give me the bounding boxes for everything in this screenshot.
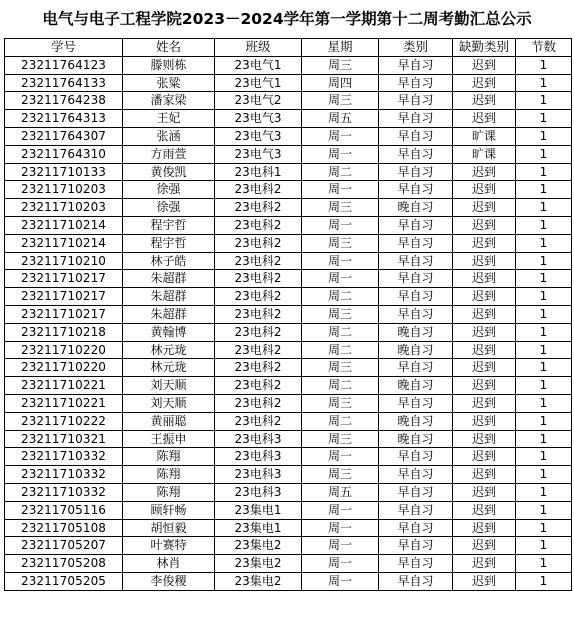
cell-class: 23电气3 (215, 145, 302, 163)
table-row (5, 430, 572, 448)
table-row (5, 466, 572, 484)
cell-periods: 1 (516, 163, 572, 181)
cell-name: 黄俊凯 (123, 163, 215, 181)
cell-student-id: 23211710321 (5, 430, 123, 448)
header-student-id: 学号 (5, 39, 123, 57)
table-row (5, 305, 572, 323)
cell-student-id: 23211764307 (5, 127, 123, 145)
cell-student-id: 23211764313 (5, 110, 123, 128)
cell-periods: 1 (516, 74, 572, 92)
cell-class: 23电科2 (215, 323, 302, 341)
table-row (5, 92, 572, 110)
cell-periods: 1 (516, 519, 572, 537)
cell-name: 徐强 (123, 199, 215, 217)
header-name: 姓名 (123, 39, 215, 57)
cell-class: 23电科2 (215, 288, 302, 306)
cell-periods: 1 (516, 145, 572, 163)
cell-periods: 1 (516, 199, 572, 217)
cell-weekday: 周三 (302, 234, 379, 252)
cell-session: 晚自习 (379, 199, 453, 217)
cell-periods: 1 (516, 555, 572, 573)
cell-weekday: 周三 (302, 466, 379, 484)
attendance-table (4, 38, 572, 591)
cell-weekday: 周一 (302, 270, 379, 288)
cell-class: 23电科2 (215, 181, 302, 199)
cell-weekday: 周一 (302, 448, 379, 466)
table-row (5, 252, 572, 270)
cell-weekday: 周二 (302, 323, 379, 341)
cell-session: 早自习 (379, 92, 453, 110)
cell-name: 林子皓 (123, 252, 215, 270)
cell-absence-type: 迟到 (453, 252, 516, 270)
table-row (5, 572, 572, 590)
cell-student-id: 23211710220 (5, 341, 123, 359)
table-row (5, 501, 572, 519)
cell-absence-type: 迟到 (453, 430, 516, 448)
table-row (5, 519, 572, 537)
cell-weekday: 周一 (302, 252, 379, 270)
cell-class: 23电科2 (215, 394, 302, 412)
cell-absence-type: 迟到 (453, 572, 516, 590)
cell-session: 早自习 (379, 270, 453, 288)
table-row (5, 412, 572, 430)
cell-student-id: 23211705207 (5, 537, 123, 555)
cell-periods: 1 (516, 270, 572, 288)
cell-class: 23电科3 (215, 430, 302, 448)
cell-name: 王妃 (123, 110, 215, 128)
cell-periods: 1 (516, 448, 572, 466)
cell-weekday: 周三 (302, 394, 379, 412)
table-row (5, 341, 572, 359)
cell-weekday: 周一 (302, 537, 379, 555)
cell-absence-type: 迟到 (453, 448, 516, 466)
cell-name: 潘家梁 (123, 92, 215, 110)
cell-weekday: 周三 (302, 305, 379, 323)
cell-periods: 1 (516, 323, 572, 341)
table-row (5, 377, 572, 395)
cell-student-id: 23211710214 (5, 216, 123, 234)
cell-class: 23电气2 (215, 92, 302, 110)
cell-session: 早自习 (379, 537, 453, 555)
table-row (5, 216, 572, 234)
table-row (5, 288, 572, 306)
cell-student-id: 23211764123 (5, 56, 123, 74)
cell-name: 林元珑 (123, 341, 215, 359)
cell-name: 滕则栋 (123, 56, 215, 74)
cell-weekday: 周一 (302, 216, 379, 234)
cell-student-id: 23211710203 (5, 199, 123, 217)
cell-absence-type: 迟到 (453, 163, 516, 181)
cell-class: 23集电1 (215, 501, 302, 519)
cell-periods: 1 (516, 92, 572, 110)
cell-name: 程宇哲 (123, 216, 215, 234)
cell-weekday: 周三 (302, 92, 379, 110)
cell-name: 陈翔 (123, 466, 215, 484)
cell-absence-type: 迟到 (453, 288, 516, 306)
cell-periods: 1 (516, 572, 572, 590)
cell-name: 陈翔 (123, 483, 215, 501)
cell-class: 23电科3 (215, 448, 302, 466)
cell-class: 23电科2 (215, 234, 302, 252)
cell-weekday: 周一 (302, 555, 379, 573)
cell-periods: 1 (516, 394, 572, 412)
cell-name: 王振申 (123, 430, 215, 448)
header-session: 类别 (379, 39, 453, 57)
cell-weekday: 周五 (302, 110, 379, 128)
cell-session: 早自习 (379, 501, 453, 519)
cell-periods: 1 (516, 110, 572, 128)
cell-periods: 1 (516, 216, 572, 234)
cell-session: 早自习 (379, 448, 453, 466)
table-row (5, 394, 572, 412)
cell-name: 朱超群 (123, 305, 215, 323)
table-row (5, 145, 572, 163)
cell-absence-type: 迟到 (453, 216, 516, 234)
cell-student-id: 23211705205 (5, 572, 123, 590)
cell-weekday: 周三 (302, 430, 379, 448)
cell-session: 早自习 (379, 572, 453, 590)
cell-periods: 1 (516, 288, 572, 306)
cell-student-id: 23211705108 (5, 519, 123, 537)
header-row (5, 39, 572, 57)
cell-periods: 1 (516, 305, 572, 323)
cell-periods: 1 (516, 430, 572, 448)
cell-absence-type: 迟到 (453, 56, 516, 74)
cell-student-id: 23211705116 (5, 501, 123, 519)
cell-student-id: 23211710332 (5, 466, 123, 484)
cell-absence-type: 迟到 (453, 501, 516, 519)
cell-class: 23集电1 (215, 519, 302, 537)
table-row (5, 270, 572, 288)
cell-name: 徐强 (123, 181, 215, 199)
page-title: 电气与电子工程学院2023－2024学年第一学期第十二周考勤汇总公示 (42, 10, 532, 28)
cell-periods: 1 (516, 234, 572, 252)
cell-session: 早自习 (379, 234, 453, 252)
cell-periods: 1 (516, 341, 572, 359)
cell-session: 晚自习 (379, 377, 453, 395)
cell-name: 朱超群 (123, 288, 215, 306)
table-row (5, 181, 572, 199)
cell-class: 23集电2 (215, 537, 302, 555)
cell-absence-type: 迟到 (453, 110, 516, 128)
cell-periods: 1 (516, 377, 572, 395)
cell-session: 早自习 (379, 359, 453, 377)
cell-weekday: 周二 (302, 341, 379, 359)
cell-student-id: 23211710217 (5, 288, 123, 306)
cell-name: 刘天顺 (123, 377, 215, 395)
cell-periods: 1 (516, 181, 572, 199)
cell-name: 张涵 (123, 127, 215, 145)
cell-session: 晚自习 (379, 412, 453, 430)
cell-periods: 1 (516, 537, 572, 555)
cell-periods: 1 (516, 252, 572, 270)
cell-weekday: 周一 (302, 145, 379, 163)
table-row (5, 234, 572, 252)
cell-session: 早自习 (379, 519, 453, 537)
cell-class: 23电科2 (215, 252, 302, 270)
table-row (5, 555, 572, 573)
table-row (5, 74, 572, 92)
cell-weekday: 周一 (302, 572, 379, 590)
cell-class: 23电科3 (215, 466, 302, 484)
header-class: 班级 (215, 39, 302, 57)
cell-periods: 1 (516, 56, 572, 74)
cell-weekday: 周一 (302, 519, 379, 537)
cell-student-id: 23211710220 (5, 359, 123, 377)
cell-absence-type: 旷课 (453, 145, 516, 163)
cell-session: 早自习 (379, 145, 453, 163)
cell-absence-type: 迟到 (453, 181, 516, 199)
cell-absence-type: 迟到 (453, 412, 516, 430)
cell-student-id: 23211764133 (5, 74, 123, 92)
cell-name: 林肖 (123, 555, 215, 573)
table-row (5, 199, 572, 217)
cell-weekday: 周二 (302, 377, 379, 395)
cell-session: 早自习 (379, 74, 453, 92)
cell-session: 早自习 (379, 216, 453, 234)
cell-periods: 1 (516, 483, 572, 501)
cell-weekday: 周二 (302, 412, 379, 430)
table-row (5, 56, 572, 74)
cell-session: 早自习 (379, 288, 453, 306)
cell-class: 23电科2 (215, 199, 302, 217)
cell-student-id: 23211705208 (5, 555, 123, 573)
cell-weekday: 周一 (302, 501, 379, 519)
cell-absence-type: 旷课 (453, 127, 516, 145)
cell-name: 朱超群 (123, 270, 215, 288)
cell-session: 早自习 (379, 555, 453, 573)
cell-student-id: 23211710221 (5, 394, 123, 412)
cell-periods: 1 (516, 466, 572, 484)
cell-session: 早自习 (379, 483, 453, 501)
cell-weekday: 周三 (302, 199, 379, 217)
cell-class: 23电气1 (215, 74, 302, 92)
cell-weekday: 周一 (302, 127, 379, 145)
cell-student-id: 23211710332 (5, 448, 123, 466)
cell-absence-type: 迟到 (453, 394, 516, 412)
table-row (5, 359, 572, 377)
cell-absence-type: 迟到 (453, 359, 516, 377)
cell-absence-type: 迟到 (453, 341, 516, 359)
cell-weekday: 周三 (302, 56, 379, 74)
cell-absence-type: 迟到 (453, 555, 516, 573)
cell-student-id: 23211710217 (5, 270, 123, 288)
cell-session: 早自习 (379, 110, 453, 128)
cell-name: 李俊稷 (123, 572, 215, 590)
table-row (5, 323, 572, 341)
table-row (5, 448, 572, 466)
cell-session: 早自习 (379, 252, 453, 270)
cell-student-id: 23211710332 (5, 483, 123, 501)
cell-student-id: 23211710214 (5, 234, 123, 252)
cell-session: 早自习 (379, 56, 453, 74)
cell-student-id: 23211710210 (5, 252, 123, 270)
cell-student-id: 23211710203 (5, 181, 123, 199)
cell-weekday: 周一 (302, 181, 379, 199)
cell-name: 林元珑 (123, 359, 215, 377)
table-row (5, 537, 572, 555)
cell-class: 23电科1 (215, 163, 302, 181)
cell-weekday: 周二 (302, 163, 379, 181)
cell-name: 黄翰博 (123, 323, 215, 341)
cell-class: 23电气1 (215, 56, 302, 74)
cell-absence-type: 迟到 (453, 466, 516, 484)
cell-student-id: 23211710217 (5, 305, 123, 323)
cell-periods: 1 (516, 501, 572, 519)
cell-class: 23电气3 (215, 110, 302, 128)
cell-session: 早自习 (379, 394, 453, 412)
cell-name: 方雨萱 (123, 145, 215, 163)
table-row (5, 110, 572, 128)
cell-class: 23电科3 (215, 483, 302, 501)
cell-student-id: 23211710133 (5, 163, 123, 181)
cell-student-id: 23211764238 (5, 92, 123, 110)
table-row (5, 483, 572, 501)
cell-name: 陈翔 (123, 448, 215, 466)
cell-session: 晚自习 (379, 430, 453, 448)
cell-class: 23集电2 (215, 555, 302, 573)
cell-class: 23电科2 (215, 377, 302, 395)
cell-name: 胡恒毅 (123, 519, 215, 537)
cell-student-id: 23211710222 (5, 412, 123, 430)
cell-session: 晚自习 (379, 323, 453, 341)
cell-absence-type: 迟到 (453, 92, 516, 110)
cell-name: 刘天顺 (123, 394, 215, 412)
cell-session: 早自习 (379, 466, 453, 484)
cell-class: 23电科2 (215, 216, 302, 234)
cell-absence-type: 迟到 (453, 519, 516, 537)
cell-periods: 1 (516, 127, 572, 145)
cell-absence-type: 迟到 (453, 199, 516, 217)
cell-session: 早自习 (379, 181, 453, 199)
table-row (5, 163, 572, 181)
cell-name: 顾轩畅 (123, 501, 215, 519)
cell-weekday: 周四 (302, 74, 379, 92)
cell-absence-type: 迟到 (453, 74, 516, 92)
cell-class: 23电科2 (215, 359, 302, 377)
cell-session: 早自习 (379, 127, 453, 145)
cell-class: 23电科2 (215, 412, 302, 430)
cell-class: 23电气3 (215, 127, 302, 145)
table-body (5, 56, 572, 590)
cell-name: 张粱 (123, 74, 215, 92)
cell-name: 黄丽聪 (123, 412, 215, 430)
cell-class: 23集电2 (215, 572, 302, 590)
cell-periods: 1 (516, 412, 572, 430)
cell-class: 23电科2 (215, 341, 302, 359)
cell-name: 程宇哲 (123, 234, 215, 252)
cell-class: 23电科2 (215, 270, 302, 288)
cell-student-id: 23211710218 (5, 323, 123, 341)
cell-absence-type: 迟到 (453, 377, 516, 395)
cell-periods: 1 (516, 359, 572, 377)
cell-absence-type: 迟到 (453, 483, 516, 501)
cell-name: 叶赛特 (123, 537, 215, 555)
cell-absence-type: 迟到 (453, 323, 516, 341)
cell-weekday: 周五 (302, 483, 379, 501)
cell-session: 早自习 (379, 305, 453, 323)
header-absence-type: 缺勤类别 (453, 39, 516, 57)
cell-class: 23电科2 (215, 305, 302, 323)
cell-student-id: 23211764310 (5, 145, 123, 163)
cell-student-id: 23211710221 (5, 377, 123, 395)
header-periods: 节数 (516, 39, 572, 57)
cell-absence-type: 迟到 (453, 270, 516, 288)
cell-absence-type: 迟到 (453, 537, 516, 555)
cell-weekday: 周三 (302, 359, 379, 377)
cell-session: 早自习 (379, 163, 453, 181)
cell-absence-type: 迟到 (453, 234, 516, 252)
header-weekday: 星期 (302, 39, 379, 57)
cell-absence-type: 迟到 (453, 305, 516, 323)
table-row (5, 127, 572, 145)
cell-session: 晚自习 (379, 341, 453, 359)
cell-weekday: 周二 (302, 288, 379, 306)
